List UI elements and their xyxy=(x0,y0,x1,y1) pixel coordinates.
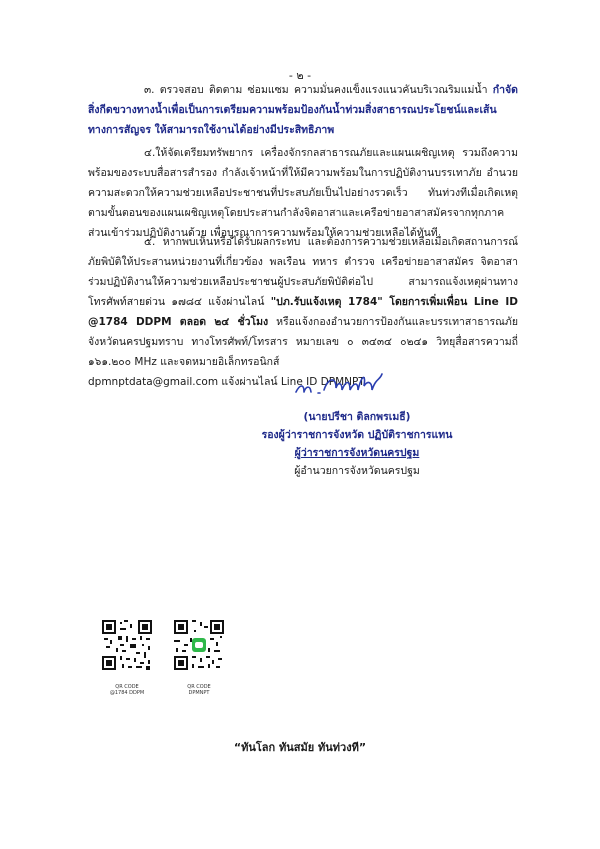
item-3-text: ๓. ตรวจสอบ ติดตาม ซ่อมแซม ความมั่นคงแข็งแรงแนวคันบริเวณริมแม่น้ำ xyxy=(144,84,493,96)
item-5-paragraph xyxy=(88,232,518,392)
signatory-title-director: ผู้อำนวยการจังหวัดนครปฐม xyxy=(294,465,420,477)
qr-caption-dpmnpt: QR CODE DPMNPT xyxy=(187,684,211,696)
handwritten-signature xyxy=(292,370,387,400)
qr-code-1784-ddpm[interactable] xyxy=(102,620,152,670)
qr-caption-1784-ddpm: QR CODE @1784 DDPM xyxy=(109,684,145,696)
signatory-name: (นายปรีชา ติลกพรเมธี) xyxy=(303,411,411,423)
item-5-contact-text: หรือแจ้งกองอำนวยการป้องกันและบรรเทาสาธารณภัยจังหวัดนครปฐมทราบ ทางโทรศัพท์/โทรสาร หมายเลข ๐ ๓๔๓๔ ๐๒๔๑ วิทยุสื่อสารความถี่ ๑๖๑.๒๐๐ MHz และจดหมายอิเล็กทรอนิกส์ xyxy=(88,316,518,368)
item-4-paragraph xyxy=(88,143,518,243)
item-3-paragraph xyxy=(88,80,518,140)
item-5-text: ๕. หากพบเห็นหรือได้รับผลกระทบ และต้องการความช่วยเหลือเมื่อเกิดสถานการณ์ภัยพิบัติให้ประสานหน่วยงานที่เกี่ยวข้อง พลเรือน ทหาร ตำรวจ เครือข่ายอาสาสมัคร จิตอาสา ร่วมปฏิบัติงานให้ความช่วยเหลือประชาชนผู้ประสบภัยพิบัติต่อไป สามารถแจ้งเหตุผ่านทางโทรศัพท์สายด่วน ๑๗๘๔ แจ้งผ่านไลน์ xyxy=(88,236,518,308)
item-5-line-text: "ปภ.รับแจ้งเหตุ 1784" โดยการเพิ่มเพื่อน Line ID @1784 DDPM ตลอด ๒๔ ชั่วโมง xyxy=(88,296,518,328)
signatory-title: รองผู้ว่าราชการจังหวัด ปฏิบัติราชการแทน xyxy=(261,429,453,441)
item-3-bold-text: กำจัดสิ่งกีดขวางทางน้ำเพื่อเป็นการเตรียมความพร้อมป้องกันน้ำท่วมสิ่งสาธารณประโยชน์และเส้นทางการสัญจร ให้สามารถใช้งานได้อย่างมีประสิทธิภาพ xyxy=(88,84,518,136)
qr-code-dpmnpt[interactable] xyxy=(174,620,224,670)
page-number: - ๒ - xyxy=(288,69,312,82)
signatory-title-governor: ผู้ว่าราชการจังหวัดนครปฐม xyxy=(294,447,420,459)
slogan: “ทันโลก ทันสมัย ทันท่วงที” xyxy=(233,741,367,754)
item-5-email-line: dpmnptdata@gmail.com แจ้งผ่านไลน์ Line ID DPMNPT xyxy=(88,376,365,388)
item-4-text: ๔.ให้จัดเตรียมทรัพยากร เครื่องจักรกลสาธารณภัยและแผนเผชิญเหตุ รวมถึงความพร้อมของระบบสื่อสารสำรอง กำลังเจ้าหน้าที่ให้มีความพร้อมในการปฏิบัติงานบรรเทาภัย อำนวยความสะดวกให้ความช่วยเหลือประชาชนที่ประสบภัยเป็นไปอย่างรวดเร็ว ทันท่วงทีเมื่อเกิดเหตุ ตามขั้นตอนของแผนเผชิญเหตุโดยประสานกำลังจิตอาสาและเครือข่ายอาสาสมัครจากทุกภาคส่วนเข้าร่วมปฏิบัติงานด้วย เพื่อบูรณาการความพร้อมให้ความช่วยเหลือได้ทันที xyxy=(88,147,518,239)
